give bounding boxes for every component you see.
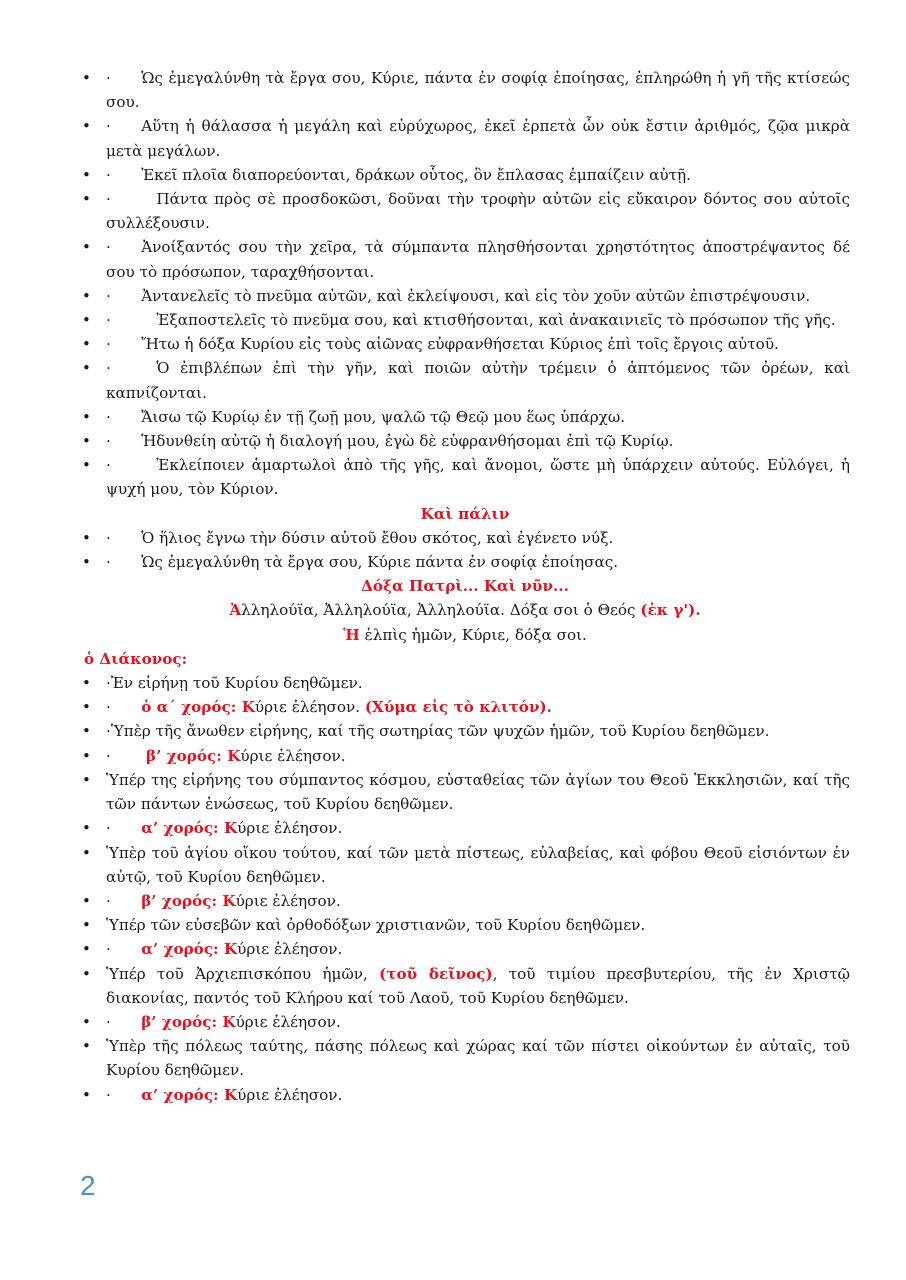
diakonos-heading: ὁ Διάκονος: — [84, 649, 188, 668]
page-content — [80, 66, 850, 1107]
verse-item: • · Ἄισω τῷ Κυρίῳ ἐν τῇ ζωῇ μου, ψαλῶ τῷ Θεῷ μου ἕως ὑπάρχω. — [80, 405, 850, 429]
litany-petition: • Ὑπὲρ τοῦ ἁγίου οἴκου τούτου, καί τῶν μετὰ πίστεως, εὐλαβείας, καὶ φόβου Θεοῦ εἰσιόντων ἐν αὐτῷ, τοῦ Κυρίου δεηθῶμεν. — [80, 841, 850, 889]
response-initial: Κ — [223, 940, 238, 959]
litany-petition-archbishop — [80, 962, 850, 1010]
response-initial: Κ — [241, 698, 255, 717]
response-text: ύριε ἐλέησον. — [254, 698, 365, 717]
response-text: ύριε ἐλέησον. — [237, 1085, 343, 1104]
alleluia-text: λληλούϊα, Ἀλληλούϊα, Ἀλληλούϊα. Δόξα σοι ὁ Θεός — [241, 601, 641, 620]
kai-palin-heading: Καὶ πάλιν — [420, 504, 510, 523]
alleluia-ek: (ἐκ γ'). — [640, 601, 701, 620]
choir-label: β’ χορός: — [146, 746, 228, 765]
verse-item: • · Ὡς ἐμεγαλύνθη τὰ ἔργα σου, Κύριε πάντα ἐν σοφίᾳ ἐποίησας. — [80, 550, 850, 574]
litany-petition: • ·Ὑπὲρ τῆς ἄνωθεν εἰρήνης, καί τῆς σωτηρίας τῶν ψυχῶν ἡμῶν, τοῦ Κυρίου δεηθῶμεν. — [80, 719, 850, 743]
litany-response — [80, 1083, 850, 1107]
response-prefix: · — [106, 1012, 142, 1031]
litany-petition: • ·Ἐν εἰρήνῃ τοῦ Κυρίου δεηθῶμεν. — [80, 671, 850, 695]
choir-label: β’ χορός: — [141, 891, 223, 910]
psalm-verses-2 — [80, 526, 850, 574]
rubric-name: (τοῦ δεῖνος) — [379, 964, 493, 983]
response-initial: Κ — [227, 746, 241, 765]
verse-item: • · Ἀνοίξαντός σου τὴν χεῖρα, τὰ σύμπαντα πλησθήσονται χρηστότητος ἀποστρέψαντος δέ σου τὸ πρόσωπον, ταραχθήσονται. — [80, 235, 850, 283]
verse-item: • · Αὕτη ἡ θάλασσα ἡ μεγάλη καὶ εὐρύχωρος, ἐκεῖ ἑρπετὰ ὧν οὐκ ἔστιν ἀριθμός, ζῷα μικρὰ μετὰ μεγάλων. — [80, 114, 850, 162]
alleluia-initial: Ἀ — [229, 601, 242, 620]
elpis-line — [80, 623, 850, 647]
alleluia-line — [80, 598, 850, 622]
elpis-text: ἐλπὶς ἡμῶν, Κύριε, δόξα σοι. — [359, 625, 587, 644]
litany-petition: • Ὑπέρ τῶν εὐσεβῶν καὶ ὀρθοδόξων χριστιανῶν, τοῦ Κυρίου δεηθῶμεν. — [80, 913, 850, 937]
response-text: ύριε ἐλέησον. — [235, 891, 341, 910]
litany-petition: • Ὑπὲρ τῆς πόλεως ταύτης, πάσης πόλεως καὶ χώρας καί τῶν πίστει οἰκούντων ἐν αὐταῖς, τοῦ Κυρίου δεηθῶμεν. — [80, 1034, 850, 1082]
response-prefix: · — [106, 698, 142, 717]
psalm-verses — [80, 66, 850, 502]
page-number: 2 — [80, 1170, 96, 1201]
response-initial: Κ — [222, 1012, 236, 1031]
verse-item: • · Ἐκλείποιεν ἁμαρτωλοὶ ἀπὸ τῆς γῆς, καὶ ἄνομοι, ὥστε μὴ ὑπάρχειν αὐτούς. Εὐλόγει, ἡ ψυχή μου, τὸν Κύριον. — [80, 453, 850, 501]
response-initial: Κ — [223, 1085, 238, 1104]
litany-response — [80, 937, 850, 961]
choir-label: α’ χορός: — [141, 1085, 224, 1104]
response-prefix: · — [106, 746, 147, 765]
doxa-heading: Δόξα Πατρὶ... Καὶ νῦν... — [361, 577, 569, 596]
response-prefix: · — [106, 891, 142, 910]
verse-item: • · Ἡδυνθείη αὐτῷ ἡ διαλογή μου, ἐγὼ δὲ εὐφρανθήσομαι ἐπὶ τῷ Κυρίῳ. — [80, 429, 850, 453]
litany-response — [80, 816, 850, 840]
response-prefix: · — [106, 940, 142, 959]
verse-item: • · Πάντα πρὸς σὲ προσδοκῶσι, δοῦναι τὴν τροφὴν αὐτῶν εἰς εὔκαιρον δόντος σου αὐτοῖς συλλέξουσιν. — [80, 187, 850, 235]
response-initial: Κ — [223, 819, 238, 838]
choir-label: ὁ α΄ χορός: — [141, 698, 242, 717]
litany-petition: • Ὑπέρ της εἰρήνης του σύμπαντος κόσμου, εὐσταθείας τῶν ἁγίων του Θεοῦ Ἐκκλησιῶν, καί τῆς τῶν πάντων ἑνώσεως, τοῦ Κυρίου δεηθῶμεν. — [80, 768, 850, 816]
litany-response — [80, 889, 850, 913]
verse-item: • · Ὁ ἥλιος ἔγνω τὴν δύσιν αὐτοῦ ἔθου σκότος, καὶ ἐγένετο νύξ. — [80, 526, 850, 550]
response-text: ύριε ἐλέησον. — [237, 940, 343, 959]
verse-item: • · Ἐκεῖ πλοῖα διαπορεύονται, δράκων οὗτος, ὃν ἔπλασας ἐμπαίζειν αὐτῇ. — [80, 163, 850, 187]
petition-text: Ὑπέρ τοῦ Ἀρχιεπισκόπου ἡμῶν, — [106, 964, 380, 983]
litany-response — [80, 1010, 850, 1034]
rubric-note: (Χύμα εἰς τὸ κλιτόν). — [364, 698, 552, 717]
response-initial: Κ — [222, 891, 236, 910]
choir-label: α’ χορός: — [141, 940, 224, 959]
verse-item: • · Ἐξαποστελεῖς τὸ πνεῦμα σου, καὶ κτισθήσονται, καὶ ἀνακαινιεῖς τὸ πρόσωπον τῆς γῆς. — [80, 308, 850, 332]
elpis-initial: Ἡ — [343, 625, 360, 644]
response-text: ύριε ἐλέησον. — [237, 819, 343, 838]
response-text: ύριε ἐλέησον. — [235, 1012, 341, 1031]
litany — [80, 671, 850, 1107]
response-text: ύριε ἐλέησον. — [240, 746, 346, 765]
litany-response — [80, 744, 850, 768]
petition-text: , τοῦ τιμίου πρεσβυτερίου, τῆς ἐν Χριστῷ διακονίας, παντός τοῦ Κλήρου καί τοῦ Λαοῦ, τοῦ Κυρίου δεηθῶμεν. — [106, 964, 850, 1007]
verse-item: • · Ἀντανελεῖς τὸ πνεῦμα αὐτῶν, καὶ ἐκλείψουσι, καὶ εἰς τὸν χοῦν αὐτῶν ἐπιστρέψουσιν. — [80, 284, 850, 308]
verse-item: • · Ὁ ἐπιβλέπων ἐπὶ τὴν γῆν, καὶ ποιῶν αὐτὴν τρέμειν ὁ ἁπτόμενος τῶν ὀρέων, καὶ καπνίζονται. — [80, 356, 850, 404]
choir-label: α’ χορός: — [141, 819, 224, 838]
verse-item: • · Ἤτω ἡ δόξα Κυρίου εἰς τοὺς αἰῶνας εὐφρανθήσεται Κύριος ἐπὶ τοῖς ἔργοις αὐτοῦ. — [80, 332, 850, 356]
response-prefix: · — [106, 1085, 142, 1104]
litany-response — [80, 695, 850, 719]
choir-label: β’ χορός: — [141, 1012, 223, 1031]
verse-item: • · Ὡς ἐμεγαλύνθη τὰ ἔργα σου, Κύριε, πάντα ἐν σοφίᾳ ἐποίησας, ἐπληρώθη ἡ γῆ τῆς κτίσεώς σου. — [80, 66, 850, 114]
response-prefix: · — [106, 819, 142, 838]
